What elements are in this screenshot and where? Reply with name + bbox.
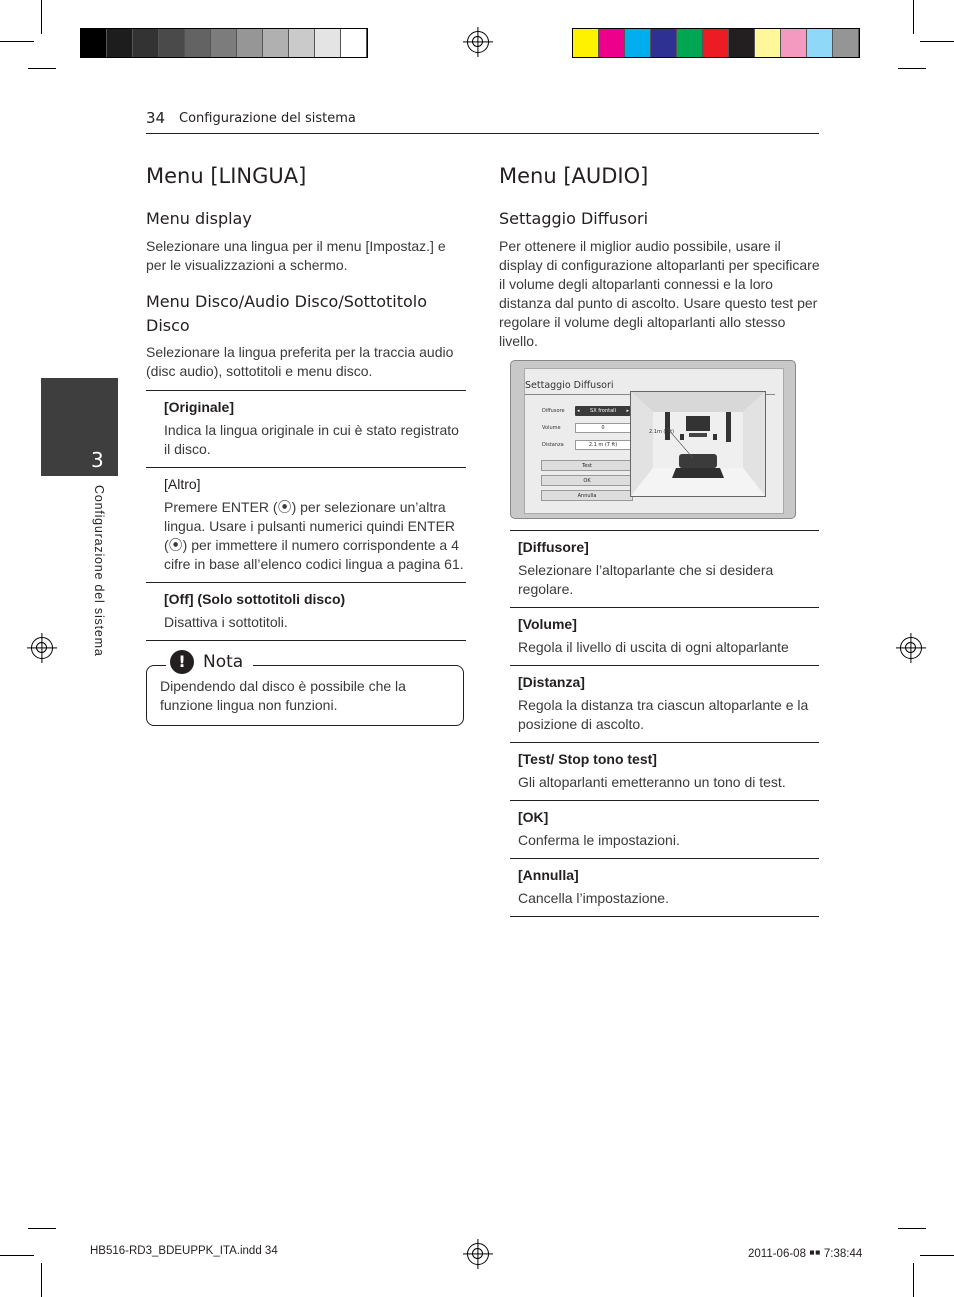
color-swatch: [599, 29, 625, 57]
paragraph: Per ottenere il miglior audio possibile, usare il display di configurazione altoparlanti per specificare il volume degli altoparlanti connessi e la loro distanza dal punto di ascolto. Usare questo test per regolare il volume degli altoparlanti allo stesso livello.: [499, 238, 820, 349]
subheading-menu-display: Menu display: [146, 209, 252, 228]
color-swatch: [211, 29, 237, 57]
screen-row-label: Distanza: [542, 442, 564, 448]
note-text: Dipendendo dal disco è possibile che la funzione lingua non funzioni.: [160, 678, 406, 713]
screen-title: Settaggio Diffusori: [525, 380, 614, 391]
crop-mark: [913, 0, 914, 34]
color-swatch: [289, 29, 315, 57]
option-term: [Volume]: [518, 616, 577, 632]
option-term: [Off] (Solo sottotitoli disco): [164, 591, 346, 607]
crop-mark: [0, 1255, 34, 1256]
color-swatch: [237, 29, 263, 57]
note-header: [166, 650, 253, 674]
option-row: [510, 800, 819, 858]
crop-mark: [0, 41, 34, 42]
crop-mark: [41, 0, 42, 34]
diffusore-selector[interactable]: ◂ SX frontali ▸: [577, 408, 629, 414]
exclamation-icon: !: [170, 650, 194, 674]
color-swatch: [755, 29, 781, 57]
registration-mark-icon: [467, 31, 489, 53]
crop-mark: [28, 68, 56, 69]
ok-button[interactable]: OK: [541, 475, 633, 486]
option-term: [Diffusore]: [518, 539, 589, 555]
option-row: [510, 858, 819, 917]
crop-mark: [898, 68, 926, 69]
crop-mark: [898, 1228, 926, 1229]
color-swatch: [341, 29, 367, 57]
option-row: [146, 390, 466, 467]
option-desc: Disattiva i sottotitoli.: [164, 614, 288, 630]
color-swatch: [159, 29, 185, 57]
color-swatch: [625, 29, 651, 57]
option-row: [510, 607, 819, 665]
color-swatch: [729, 29, 755, 57]
color-swatch: [651, 29, 677, 57]
option-desc: Regola il livello di uscita di ogni altoparlante: [518, 639, 789, 655]
option-desc: Indica la lingua originale in cui è stato registrato il disco.: [164, 422, 459, 457]
section-title-lingua: Menu [LINGUA]: [146, 164, 307, 188]
color-swatch: [263, 29, 289, 57]
option-term: [Test/ Stop tono test]: [518, 751, 657, 767]
volume-field[interactable]: 0: [575, 423, 631, 433]
registration-mark-icon: [467, 1243, 489, 1265]
footer-date: 2011-06-08 ￭￭ 7:38:44: [748, 1248, 863, 1260]
option-row: [146, 467, 466, 582]
paragraph: Selezionare la lingua preferita per la traccia audio (disc audio), sottotitoli e menu disco.: [146, 344, 454, 379]
crop-mark: [920, 1255, 954, 1256]
grayscale-bar: [80, 28, 368, 58]
option-desc: Regola la distanza tra ciascun altoparlante e la posizione di ascolto.: [518, 697, 809, 732]
color-swatch: [107, 29, 133, 57]
crop-mark: [41, 1263, 42, 1297]
note-label: Nota: [203, 652, 244, 672]
crop-mark: [920, 41, 954, 42]
option-row: [510, 742, 819, 800]
header-rule: [146, 133, 819, 134]
option-term: [Distanza]: [518, 674, 585, 690]
registration-mark-icon: [900, 637, 922, 659]
color-swatch: [133, 29, 159, 57]
option-term: [Annulla]: [518, 867, 579, 883]
registration-mark-icon: [31, 637, 53, 659]
distanza-field[interactable]: 2.1 m (7 ft): [575, 440, 631, 450]
page-number: 34: [146, 109, 166, 127]
option-row: [510, 665, 819, 742]
option-term: [Originale]: [164, 399, 235, 415]
color-swatch: [807, 29, 833, 57]
crop-mark: [28, 1228, 56, 1229]
paragraph: Selezionare una lingua per il menu [Impostaz.] e per le visualizzazioni a schermo.: [146, 238, 446, 273]
option-desc: Conferma le impostazioni.: [518, 832, 680, 848]
option-row: [510, 530, 819, 607]
screen-row-label: Volume: [542, 425, 561, 431]
option-desc: Selezionare l’altoparlante che si desidera regolare.: [518, 562, 774, 597]
color-swatch: [573, 29, 599, 57]
speaker-setup-screenshot: [510, 360, 796, 519]
annulla-button[interactable]: Annulla: [541, 490, 633, 501]
option-row: [146, 582, 466, 641]
option-list-audio: [510, 530, 819, 917]
color-swatch: [677, 29, 703, 57]
option-term: [OK]: [518, 809, 549, 825]
room-drawing: [631, 392, 765, 496]
color-swatch: [185, 29, 211, 57]
color-swatch: [315, 29, 341, 57]
crop-mark: [913, 1263, 914, 1297]
running-header: Configurazione del sistema: [179, 111, 356, 126]
chapter-number: 3: [91, 448, 104, 472]
color-bar: [572, 28, 860, 58]
subheading-menu-disco: Menu Disco/Audio Disco/Sottotitolo Disco: [146, 292, 428, 335]
color-swatch: [703, 29, 729, 57]
chapter-tab: [41, 378, 118, 476]
room-illustration: [630, 391, 766, 497]
chapter-label: Configurazione del sistema: [92, 485, 106, 657]
section-title-audio: Menu [AUDIO]: [499, 164, 649, 188]
subheading-settaggio: Settaggio Diffusori: [499, 209, 649, 228]
footer-filename: HB516-RD3_BDEUPPK_ITA.indd 34: [90, 1245, 278, 1257]
option-desc: Gli altoparlanti emetteranno un tono di test.: [518, 774, 786, 790]
option-term: [Altro]: [164, 476, 201, 492]
option-desc: Premere ENTER (⦿) per selezionare un’altra lingua. Usare i pulsanti numerici quindi ENTER (⦿) per immettere il numero corrispondente a 4 cifre in base all’elenco codici lingua a pagina 61.: [164, 499, 464, 572]
screen-row-label: Diffusore: [542, 408, 565, 414]
color-swatch: [833, 29, 859, 57]
color-swatch: [81, 29, 107, 57]
option-list-lingua: [146, 390, 466, 641]
test-button[interactable]: Test: [541, 460, 633, 471]
distance-marker: 2.1m (7ft): [649, 429, 675, 435]
color-swatch: [781, 29, 807, 57]
option-desc: Cancella l’impostazione.: [518, 890, 669, 906]
